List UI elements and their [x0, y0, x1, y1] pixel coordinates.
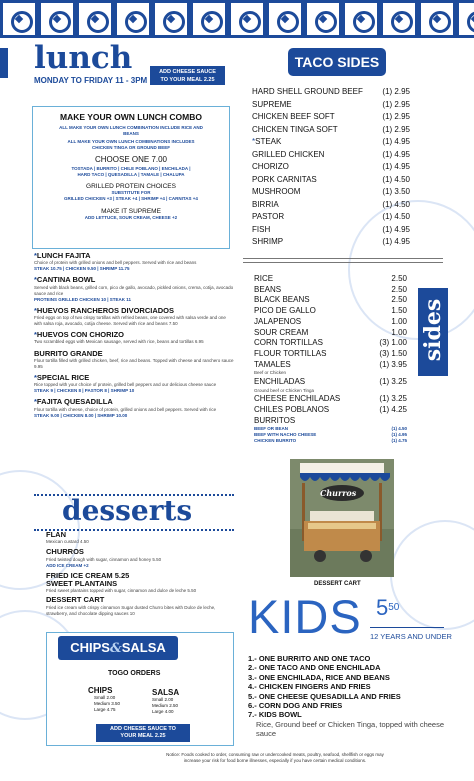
list-item: 1.- ONE BURRITO AND ONE TACO [248, 654, 371, 663]
item-name: *HUEVOS CON CHORIZO [34, 330, 125, 340]
combo-note: ALL MAKE YOUR OWN LUNCH COMBINATION INCLUDE RICE AND BEANS [59, 125, 203, 137]
list-item: CHILES POBLANOS (1) 4.25 [254, 404, 407, 414]
tile-pattern-icon [152, 0, 190, 38]
list-item: HARD SHELL GROUND BEEF (1) 2.95 [252, 87, 410, 96]
kids-price-rule [370, 627, 444, 628]
item-price: STEAK 10.75 | CHICKEN 9.50 | SHRIMP 11.75 [34, 266, 130, 272]
salsa-row: Medium 2.50 [152, 703, 179, 709]
combo-options: TOSTADA | BURRITO | CHILE POBLANO | ENCHILADA | [71, 166, 191, 172]
list-item: CHEESE ENCHILADAS (1) 3.25 [254, 394, 407, 404]
item-name: *SPECIAL RICE [34, 372, 90, 382]
list-item: RICE 2.50 [254, 274, 407, 283]
tile-pattern-icon [38, 0, 76, 38]
item-desc: Choice of protein with grilled onions and bell peppers. Served with rice and beans [34, 260, 197, 266]
dessert-desc: Mexican custard 4.50 [46, 539, 89, 545]
list-item: BEANS 2.50 [254, 284, 407, 294]
dessert-cart-photo [290, 459, 394, 577]
dessert-name: FLAN [46, 530, 66, 539]
list-item: MUSHROOM (1) 3.50 [252, 187, 410, 196]
item-desc: Beef or Chicken [254, 370, 287, 376]
combo-note: ALL MAKE YOUR OWN LUNCH COMBINATIONS INCLUDES CHICKEN TINGA OR GROUND BEEF [67, 139, 195, 151]
tile-pattern-icon [304, 0, 342, 38]
dessert-cart-caption: DESSERT CART [314, 581, 361, 587]
list-item: 5.- ONE CHEESE QUESADILLA AND FRIES [248, 691, 401, 701]
kids-price: $5^{50}$ [376, 595, 400, 620]
dessert-name: CHURROS [46, 547, 84, 557]
combo-options: HARD TACO | QUESADILLA | TAMALE | CHALUPA [77, 172, 185, 178]
list-item: TAMALES (1) 3.95 [254, 359, 407, 369]
list-item [34, 276, 234, 302]
list-item: *STEAK (1) 4.95 [252, 137, 410, 146]
item-desc: Flour tortilla with cheese, choice of protein, grilled onions and bell peppers. Served with rice [34, 406, 217, 412]
substitute-label: SUBSTITUTE FOR [111, 190, 151, 196]
dessert-desc: Fried sweet plantains topped with sugar, cinnamon and dulce de leche 5.50 [46, 588, 197, 594]
chips-row: Large 4.75 [94, 707, 116, 713]
list-item: CHICKEN BURRITO (1) 4.75 [254, 438, 407, 444]
dessert-desc: Fried ice cream with crispy cinnamon Sugar dusted Churro bites with Dulce de leche, strawberry, and chocolate dipping sauces 10 [46, 604, 216, 616]
tile-pattern-icon [266, 0, 304, 38]
item-desc: Fried eggs on top of two crispy tortillas with refried beans, one covered with salsa verde and one with salsa roja, avocado, cotija cheese. Served with rice and beans 7.50 [34, 315, 226, 327]
chips-prices [88, 686, 136, 713]
list-item: 4.- CHICKEN FINGERS AND FRIES [248, 682, 371, 692]
item-price: PROTEINS GRILLED CHICKEN 10 | STEAK 11 [34, 296, 132, 302]
list-item [34, 374, 234, 394]
dessert-extra: ADD ICE CREAM +2 [46, 562, 89, 568]
dessert-name: FRIED ICE CREAM 5.25 [46, 570, 130, 580]
tile-pattern-icon [76, 0, 114, 38]
chips-heading: CHIPS [88, 686, 113, 695]
list-item [34, 252, 234, 272]
dessert-name: SWEET PLANTAINS [46, 578, 118, 588]
list-item: ENCHILADAS (1) 3.25 [254, 377, 407, 387]
list-item: SUPREME (1) 2.95 [252, 99, 410, 109]
list-item: PICO DE GALLO 1.50 [254, 306, 407, 316]
item-desc: Served with black beans, grilled corn, pico de gallo, avocado, pickled onions, crema, cotija, avocado sauce and rice [34, 284, 234, 296]
tile-pattern-icon [114, 0, 152, 38]
kids-age-note: 12 YEARS AND UNDER [370, 632, 452, 641]
churro-cart-image [290, 459, 394, 577]
item-name: *HUEVOS RANCHEROS DIVORCIADOS [34, 305, 175, 315]
list-item: FISH (1) 4.95 [252, 224, 410, 234]
list-item: PASTOR (1) 4.50 [252, 212, 410, 221]
list-item: CORN TORTILLAS (3) 1.00 [254, 338, 407, 348]
item-desc: Rice, Ground beef or Chicken Tinga, topped with cheese sauce [256, 719, 445, 738]
list-item: CHICKEN BEEF SOFT (1) 2.95 [252, 112, 410, 121]
tile-pattern-icon [0, 0, 38, 38]
item-price: STEAK 9 | CHICKEN 8 | PASTOR 8 | SHRIMP 10 [34, 388, 135, 394]
item-desc: Two scrambled eggs with Mexican sausage, served with rice, beans and tortillas 6.95 [34, 339, 204, 345]
desserts-title: desserts [62, 494, 193, 527]
list-item: BLACK BEANS 2.50 [254, 295, 407, 305]
salsa-row: Large 4.00 [152, 709, 174, 715]
accent-bar [0, 48, 8, 78]
list-item: SHRIMP (1) 4.95 [252, 237, 410, 246]
tile-pattern-icon [228, 0, 266, 38]
combo-title: MAKE YOUR OWN LUNCH COMBO [60, 112, 202, 122]
chips-salsa-title: CHIPS&SALSA [58, 636, 178, 660]
add-cheese-banner: ADD CHEESE SAUCE TO YOUR MEAL 2.25 [96, 724, 190, 742]
taco-sides-list [252, 86, 410, 249]
list-item [34, 350, 234, 370]
togo-orders-label: TOGO ORDERS [108, 670, 161, 677]
grilled-protein-heading: GRILLED PROTEIN CHOICES [86, 183, 176, 191]
protein-options: GRILLED CHICKEN +3 | STEAK +4 | SHRIMP +4 | CARNITAS +4 [64, 196, 198, 202]
list-item: CHICKEN TINGA SOFT (1) 2.95 [252, 124, 410, 134]
list-item: GRILLED CHICKEN (1) 4.95 [252, 149, 410, 159]
chips-row: Medium 3.50 [94, 701, 121, 707]
item-name: *LUNCH FAJITA [34, 251, 91, 260]
dessert-name: DESSERT CART [46, 595, 105, 605]
supreme-options: ADD LETTUCE, SOUR CREAM, CHEESE +2 [84, 214, 178, 220]
decor-circle [390, 520, 474, 630]
list-item: 3.- ONE ENCHILADA, RICE AND BEANS [248, 672, 390, 682]
burritos-heading: BURRITOS [254, 415, 296, 425]
supreme-heading: MAKE IT SUPREME [101, 207, 161, 215]
add-cheese-banner: ADD CHEESE SAUCE TO YOUR MEAL 2.25 [150, 66, 225, 85]
kids-list [248, 654, 448, 738]
item-desc: Flour tortilla filled with grilled chicken, beef, rice and beans. Topped with cheese and ranchero sauce 9.95 [34, 357, 234, 369]
section-divider [243, 262, 443, 263]
list-item: 6.- CORN DOG AND FRIES [248, 700, 343, 710]
item-name: BURRITO GRANDE [34, 348, 103, 358]
tile-pattern-icon [342, 0, 380, 38]
sides-tab-label: sides [420, 298, 446, 362]
list-item: CHORIZO (1) 4.95 [252, 162, 410, 171]
combo-choose: CHOOSE ONE 7.00 [94, 155, 168, 165]
cart-sign: Churros [320, 488, 357, 498]
lunch-items-list [34, 252, 234, 419]
tile-pattern-icon [190, 0, 228, 38]
desserts-list [46, 531, 236, 617]
list-item: JALAPENOS 1.00 [254, 316, 407, 326]
item-name: *FAJITA QUESADILLA [34, 397, 113, 407]
list-item: 2.- ONE TACO AND ONE ENCHILADA [248, 663, 381, 673]
list-item: BEEF OR BEAN (1) 4.50 [254, 426, 407, 432]
salsa-row: Small 2.00 [152, 697, 174, 702]
dessert-desc: Fried twisted dough with sugar, cinnamon and honey 5.50 [46, 556, 162, 562]
lunch-title: lunch [34, 40, 133, 76]
list-item: 7.- KIDS BOWL [248, 710, 302, 720]
list-item: PORK CARNITAS (1) 4.50 [252, 174, 410, 184]
list-item: FLOUR TORTILLAS (3) 1.50 [254, 348, 407, 358]
tile-pattern-icon [418, 0, 456, 38]
combo-box [32, 106, 230, 249]
salsa-heading: SALSA [152, 688, 180, 697]
food-safety-notice: Notice: Foods cooked to order, consuming raw or undercooked meats, poultry, seafood, shellfish or eggs may increase your risk for food borne illnesses, especially if you have certain medical conditions. [166, 752, 384, 764]
list-item: BIRRIA (1) 4.50 [252, 199, 410, 209]
tile-pattern-icon [380, 0, 418, 38]
chips-row: Small 2.00 [94, 695, 116, 700]
list-item [34, 398, 234, 418]
section-divider [243, 258, 443, 259]
tile-border-band [0, 0, 474, 38]
kids-title: KIDS [248, 590, 362, 643]
list-item [34, 331, 234, 345]
item-name: *CANTINA BOWL [34, 275, 96, 285]
salsa-prices [152, 688, 200, 715]
item-desc: Rice topped with your choice of protein, grilled bell peppers and our delicious cheese sauce [34, 382, 217, 388]
sides-list [254, 274, 407, 444]
list-item: BEEF WITH NACHO CHEESE (1) 4.95 [254, 432, 407, 438]
tile-pattern-icon [456, 0, 474, 38]
taco-sides-title: TACO SIDES [288, 48, 386, 76]
list-item [34, 307, 234, 327]
list-item: SOUR CREAM 1.00 [254, 327, 407, 337]
lunch-hours: MONDAY TO FRIDAY 11 - 3PM [34, 76, 148, 85]
item-desc: Ground beef or Chicken Tinga [254, 388, 315, 394]
item-price: STEAK 9.00 | CHICKEN 8.00 | SHRIMP 10.00 [34, 412, 128, 418]
